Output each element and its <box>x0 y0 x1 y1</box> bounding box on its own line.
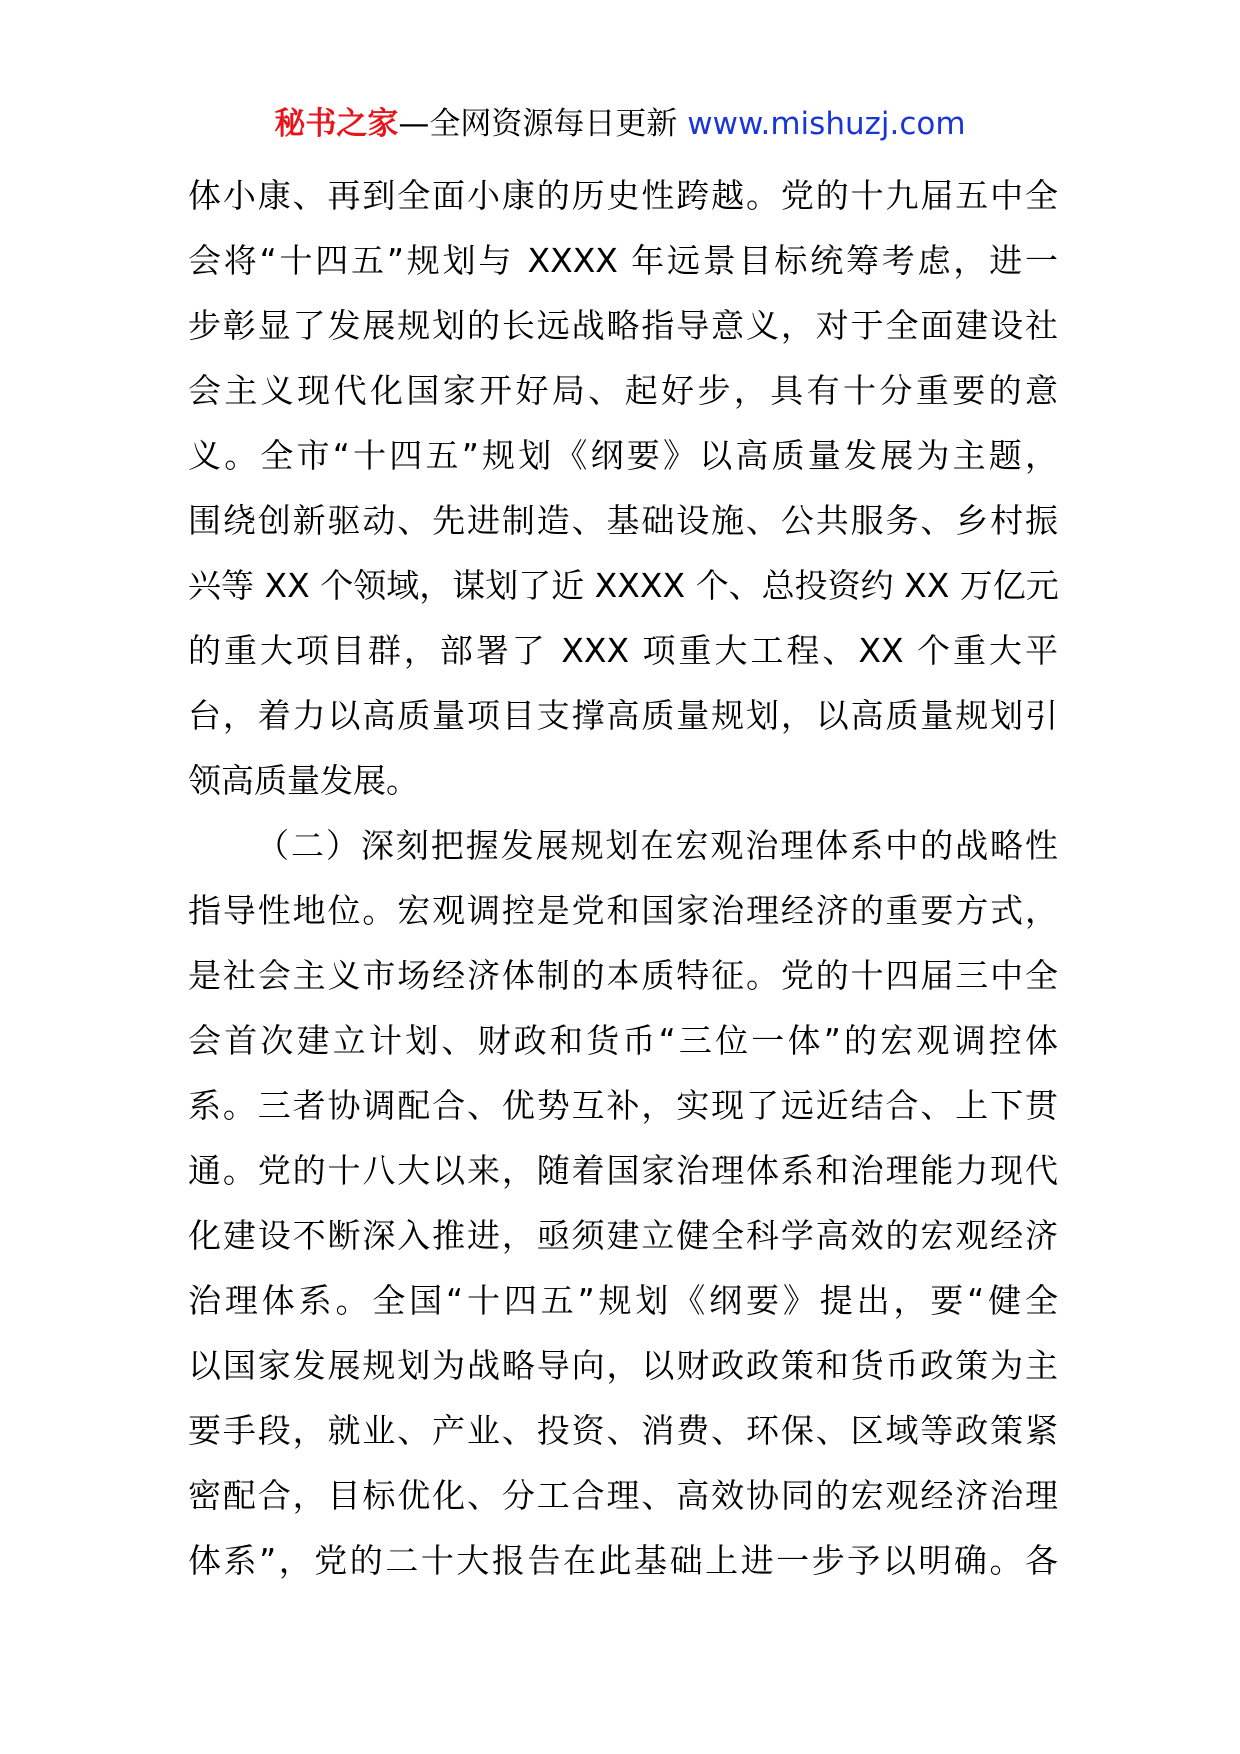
text-line: 围绕创新驱动、先进制造、基础设施、公共服务、乡村振 <box>188 501 1058 540</box>
text-line: 的重大项目群，部署了 XXX 项重大工程、XX 个重大平 <box>188 631 1058 670</box>
text-line: 义。全市“十四五”规划《纲要》以高质量发展为主题， <box>188 436 1058 475</box>
text-line: 系。三者协调配合、优势互补，实现了远近结合、上下贯 <box>188 1086 1058 1125</box>
paragraph-section-two <box>188 813 1058 1593</box>
text-line: 体系”，党的二十大报告在此基础上进一步予以明确。各 <box>188 1541 1058 1580</box>
site-url-link[interactable]: www.mishuzj.com <box>687 106 966 142</box>
text-line: 体小康、再到全面小康的历史性跨越。党的十九届五中全 <box>188 176 1058 215</box>
text-line: 是社会主义市场经济体制的本质特征。党的十四届三中全 <box>188 956 1058 995</box>
text-line: 步彰显了发展规划的长远战略指导意义，对于全面建设社 <box>188 306 1058 345</box>
text-line: 会主义现代化国家开好局、起好步，具有十分重要的意 <box>188 371 1058 410</box>
text-line: 台，着力以高质量项目支撑高质量规划，以高质量规划引 <box>188 696 1058 735</box>
text-line: 兴等 XX 个领域，谋划了近 XXXX 个、总投资约 XX 万亿元 <box>188 566 1059 605</box>
paragraph-continuation <box>188 163 1058 813</box>
text-line: 密配合，目标优化、分工合理、高效协同的宏观经济治理 <box>188 1476 1058 1515</box>
section-heading-line: （二）深刻把握发展规划在宏观治理体系中的战略性 <box>256 826 1058 865</box>
site-brand: 秘书之家 <box>274 106 399 142</box>
text-line: 要手段，就业、产业、投资、消费、环保、区域等政策紧 <box>188 1411 1058 1450</box>
text-line: 会将“十四五”规划与 XXXX 年远景目标统筹考虑，进一 <box>188 241 1058 280</box>
text-line: 指导性地位。宏观调控是党和国家治理经济的重要方式， <box>188 891 1058 930</box>
document-body <box>188 163 1058 1593</box>
site-header <box>0 100 1240 148</box>
text-line: 领高质量发展。 <box>188 761 419 800</box>
text-line: 通。党的十八大以来，随着国家治理体系和治理能力现代 <box>188 1151 1058 1190</box>
text-line: 会首次建立计划、财政和货币“三位一体”的宏观调控体 <box>188 1021 1058 1060</box>
text-line: 以国家发展规划为战略导向，以财政政策和货币政策为主 <box>188 1346 1058 1385</box>
site-tagline: —全网资源每日更新 <box>398 106 678 142</box>
text-line: 化建设不断深入推进，亟须建立健全科学高效的宏观经济 <box>188 1216 1058 1255</box>
text-line: 治理体系。全国“十四五”规划《纲要》提出，要“健全 <box>188 1281 1058 1320</box>
